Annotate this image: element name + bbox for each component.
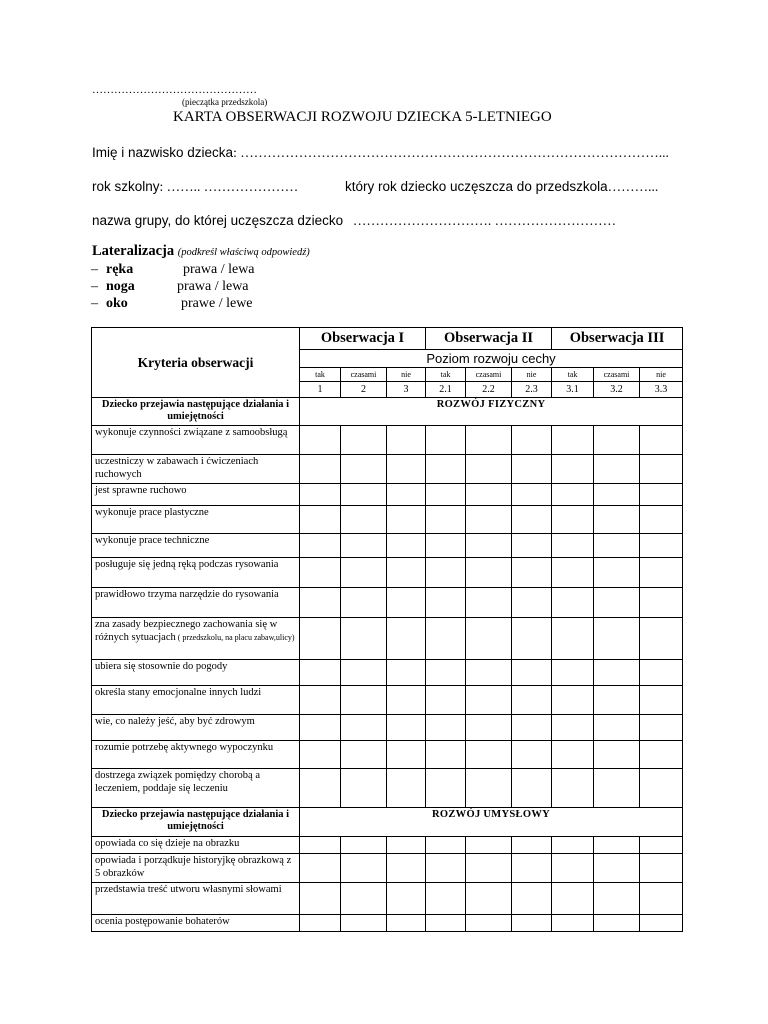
rating-cell[interactable] bbox=[341, 769, 387, 808]
rating-cell[interactable] bbox=[640, 915, 683, 932]
rating-cell[interactable] bbox=[426, 506, 466, 534]
rating-cell[interactable] bbox=[594, 686, 640, 715]
criteria-cell bbox=[92, 426, 300, 455]
dash: – bbox=[91, 262, 98, 277]
criteria-row bbox=[92, 484, 683, 506]
rating-cell[interactable] bbox=[466, 915, 512, 932]
criteria-row bbox=[92, 741, 683, 769]
criteria-row bbox=[92, 588, 683, 618]
criteria-cell bbox=[92, 686, 300, 715]
criteria-text: wie, co należy jeść, aby być zdrowym bbox=[95, 716, 255, 727]
rating-cell[interactable] bbox=[300, 426, 341, 455]
level-number: 2.2 bbox=[466, 382, 512, 398]
level-sublabel: tak bbox=[300, 368, 341, 382]
level-sublabel: tak bbox=[426, 368, 466, 382]
criteria-text: ubiera się stosownie do pogody bbox=[95, 661, 228, 672]
which-year-dots: ………... bbox=[607, 179, 659, 194]
rating-cell[interactable] bbox=[341, 686, 387, 715]
rating-cell[interactable] bbox=[341, 455, 387, 484]
rating-cell[interactable] bbox=[387, 618, 426, 660]
rating-cell[interactable] bbox=[512, 915, 552, 932]
rating-cell[interactable] bbox=[512, 618, 552, 660]
observation-header-1: Obserwacja I bbox=[300, 328, 426, 350]
criteria-row bbox=[92, 769, 683, 808]
rating-cell[interactable] bbox=[387, 854, 426, 883]
rating-cell[interactable] bbox=[466, 686, 512, 715]
rating-cell[interactable] bbox=[594, 715, 640, 741]
criteria-text: rozumie potrzebę aktywnego wypoczynku bbox=[95, 742, 274, 753]
level-number: 3 bbox=[387, 382, 426, 398]
name-label: Imię i nazwisko dziecka bbox=[92, 145, 234, 160]
rating-cell[interactable] bbox=[426, 534, 466, 558]
criteria-cell bbox=[92, 534, 300, 558]
rating-cell[interactable] bbox=[466, 660, 512, 686]
criteria-row bbox=[92, 660, 683, 686]
level-number: 3.1 bbox=[552, 382, 594, 398]
rating-cell[interactable] bbox=[466, 558, 512, 588]
rating-cell[interactable] bbox=[640, 769, 683, 808]
criteria-text: ocenia postępowanie bohaterów bbox=[95, 916, 230, 927]
criteria-text: wykonuje czynności związane z samoobsługą bbox=[95, 427, 288, 438]
rating-cell[interactable] bbox=[640, 837, 683, 854]
criteria-cell bbox=[92, 915, 300, 932]
rating-cell[interactable] bbox=[426, 837, 466, 854]
criteria-cell bbox=[92, 660, 300, 686]
rating-cell[interactable] bbox=[387, 686, 426, 715]
criteria-row bbox=[92, 455, 683, 484]
rating-cell[interactable] bbox=[640, 484, 683, 506]
rating-cell[interactable] bbox=[552, 769, 594, 808]
criteria-row bbox=[92, 558, 683, 588]
rating-cell[interactable] bbox=[512, 769, 552, 808]
lateralization-title: Lateralizacja bbox=[92, 243, 175, 259]
rating-cell[interactable] bbox=[466, 588, 512, 618]
rating-cell[interactable] bbox=[387, 455, 426, 484]
dash: – bbox=[91, 279, 98, 294]
rating-cell[interactable] bbox=[594, 558, 640, 588]
rating-cell[interactable] bbox=[300, 588, 341, 618]
group-label: nazwa grupy, do której uczęszcza dziecko bbox=[92, 213, 344, 228]
rating-cell[interactable] bbox=[300, 915, 341, 932]
rating-cell[interactable] bbox=[640, 558, 683, 588]
criteria-cell bbox=[92, 769, 300, 808]
level-number: 2.1 bbox=[426, 382, 466, 398]
rating-cell[interactable] bbox=[300, 686, 341, 715]
criteria-cell bbox=[92, 854, 300, 883]
rating-cell[interactable] bbox=[300, 715, 341, 741]
rating-cell[interactable] bbox=[552, 660, 594, 686]
group-dots: …………………………. ……………………… bbox=[352, 213, 617, 228]
rating-cell[interactable] bbox=[594, 618, 640, 660]
criteria-cell bbox=[92, 715, 300, 741]
rating-cell[interactable] bbox=[466, 506, 512, 534]
criteria-text: wykonuje prace techniczne bbox=[95, 535, 210, 546]
lateralization-heading bbox=[92, 243, 310, 260]
lateralization-name: oko bbox=[106, 296, 128, 311]
rating-cell[interactable] bbox=[594, 741, 640, 769]
rating-cell[interactable] bbox=[594, 883, 640, 915]
document-title: KARTA OBSERWACJI ROZWOJU DZIECKA 5-LETNIEGO bbox=[173, 109, 552, 125]
rating-cell[interactable] bbox=[300, 854, 341, 883]
level-number: 2 bbox=[341, 382, 387, 398]
criteria-text: przedstawia treść utworu własnymi słowami bbox=[95, 884, 282, 895]
rating-cell[interactable] bbox=[640, 534, 683, 558]
rating-cell[interactable] bbox=[466, 837, 512, 854]
lateralization-note: (podkreśl właściwą odpowiedź) bbox=[177, 247, 310, 258]
criteria-row bbox=[92, 686, 683, 715]
rating-cell[interactable] bbox=[552, 484, 594, 506]
school-year-label: rok szkolny bbox=[92, 179, 160, 194]
rating-cell[interactable] bbox=[552, 741, 594, 769]
level-number: 3.2 bbox=[594, 382, 640, 398]
rating-cell[interactable] bbox=[512, 534, 552, 558]
rating-cell[interactable] bbox=[512, 660, 552, 686]
criteria-cell bbox=[92, 837, 300, 854]
rating-cell[interactable] bbox=[466, 618, 512, 660]
observation-header-3: Obserwacja III bbox=[552, 328, 683, 350]
rating-cell[interactable] bbox=[466, 426, 512, 455]
group-field[interactable] bbox=[92, 213, 616, 229]
rating-cell[interactable] bbox=[387, 769, 426, 808]
criteria-cell bbox=[92, 883, 300, 915]
rating-cell[interactable] bbox=[466, 769, 512, 808]
criteria-text: dostrzega związek pomiędzy chorobą a leczeniem, poddaje się leczeniu bbox=[95, 770, 261, 794]
rating-cell[interactable] bbox=[552, 534, 594, 558]
section-left-header: Dziecko przejawia następujące działania i umiejętności bbox=[92, 398, 300, 426]
rating-cell[interactable] bbox=[387, 484, 426, 506]
rating-cell[interactable] bbox=[466, 854, 512, 883]
rating-cell[interactable] bbox=[640, 506, 683, 534]
criteria-row bbox=[92, 534, 683, 558]
criteria-row bbox=[92, 854, 683, 883]
rating-cell[interactable] bbox=[426, 618, 466, 660]
rating-cell[interactable] bbox=[640, 741, 683, 769]
lateralization-options[interactable]: prawa / lewa bbox=[177, 279, 249, 294]
name-field[interactable] bbox=[92, 145, 669, 161]
rating-cell[interactable] bbox=[512, 558, 552, 588]
rating-cell[interactable] bbox=[341, 588, 387, 618]
criteria-cell bbox=[92, 558, 300, 588]
criteria-header: Kryteria obserwacji bbox=[92, 328, 300, 398]
rating-cell[interactable] bbox=[300, 484, 341, 506]
rating-cell[interactable] bbox=[341, 660, 387, 686]
rating-cell[interactable] bbox=[426, 660, 466, 686]
rating-cell[interactable] bbox=[552, 883, 594, 915]
rating-cell[interactable] bbox=[300, 534, 341, 558]
rating-cell[interactable] bbox=[552, 618, 594, 660]
level-number: 2.3 bbox=[512, 382, 552, 398]
rating-cell[interactable] bbox=[594, 837, 640, 854]
criteria-row bbox=[92, 915, 683, 932]
rating-cell[interactable] bbox=[300, 618, 341, 660]
rating-cell[interactable] bbox=[341, 506, 387, 534]
lateralization-row-eye[interactable] bbox=[91, 296, 291, 314]
rating-cell[interactable] bbox=[300, 506, 341, 534]
section-left-header: Dziecko przejawia następujące działania i umiejętności bbox=[92, 808, 300, 837]
rating-cell[interactable] bbox=[426, 588, 466, 618]
rating-cell[interactable] bbox=[387, 837, 426, 854]
rating-cell[interactable] bbox=[512, 715, 552, 741]
level-sublabel: nie bbox=[640, 368, 683, 382]
rating-cell[interactable] bbox=[426, 558, 466, 588]
rating-cell[interactable] bbox=[512, 686, 552, 715]
level-header: Poziom rozwoju cechy bbox=[300, 350, 683, 368]
rating-cell[interactable] bbox=[426, 455, 466, 484]
rating-cell[interactable] bbox=[552, 455, 594, 484]
rating-cell[interactable] bbox=[594, 660, 640, 686]
rating-cell[interactable] bbox=[426, 854, 466, 883]
rating-cell[interactable] bbox=[341, 618, 387, 660]
level-sublabel: tak bbox=[552, 368, 594, 382]
rating-cell[interactable] bbox=[594, 854, 640, 883]
lateralization-row-hand[interactable] bbox=[91, 262, 291, 280]
rating-cell[interactable] bbox=[341, 484, 387, 506]
rating-cell[interactable] bbox=[387, 741, 426, 769]
rating-cell[interactable] bbox=[552, 426, 594, 455]
rating-cell[interactable] bbox=[552, 558, 594, 588]
criteria-row bbox=[92, 426, 683, 455]
rating-cell[interactable] bbox=[512, 741, 552, 769]
which-year-field[interactable] bbox=[345, 179, 658, 195]
criteria-text: opowiada co się dzieje na obrazku bbox=[95, 838, 240, 849]
rating-cell[interactable] bbox=[552, 854, 594, 883]
rating-cell[interactable] bbox=[387, 426, 426, 455]
observation-table bbox=[91, 327, 683, 932]
rating-cell[interactable] bbox=[512, 837, 552, 854]
rating-cell[interactable] bbox=[300, 769, 341, 808]
level-number: 3.3 bbox=[640, 382, 683, 398]
rating-cell[interactable] bbox=[341, 741, 387, 769]
level-sublabel: czasami bbox=[466, 368, 512, 382]
rating-cell[interactable] bbox=[300, 455, 341, 484]
rating-cell[interactable] bbox=[594, 588, 640, 618]
rating-cell[interactable] bbox=[466, 534, 512, 558]
rating-cell[interactable] bbox=[341, 534, 387, 558]
criteria-cell bbox=[92, 455, 300, 484]
rating-cell[interactable] bbox=[426, 915, 466, 932]
rating-cell[interactable] bbox=[594, 769, 640, 808]
rating-cell[interactable] bbox=[512, 506, 552, 534]
rating-cell[interactable] bbox=[341, 915, 387, 932]
stamp-label: (pieczątka przedszkola) bbox=[182, 97, 268, 107]
level-number: 1 bbox=[300, 382, 341, 398]
rating-cell[interactable] bbox=[466, 883, 512, 915]
rating-cell[interactable] bbox=[512, 588, 552, 618]
rating-cell[interactable] bbox=[387, 558, 426, 588]
rating-cell[interactable] bbox=[300, 883, 341, 915]
rating-cell[interactable] bbox=[426, 686, 466, 715]
rating-cell[interactable] bbox=[426, 883, 466, 915]
rating-cell[interactable] bbox=[594, 426, 640, 455]
rating-cell[interactable] bbox=[640, 618, 683, 660]
rating-cell[interactable] bbox=[466, 741, 512, 769]
rating-cell[interactable] bbox=[426, 426, 466, 455]
section-title: ROZWÓJ FIZYCZNY bbox=[300, 398, 683, 426]
criteria-row bbox=[92, 837, 683, 854]
rating-cell[interactable] bbox=[426, 741, 466, 769]
rating-cell[interactable] bbox=[512, 854, 552, 883]
rating-cell[interactable] bbox=[426, 715, 466, 741]
rating-cell[interactable] bbox=[387, 715, 426, 741]
criteria-note: ( przedszkolu, na placu zabaw,ulicy) bbox=[175, 632, 295, 642]
level-sublabel: nie bbox=[387, 368, 426, 382]
school-year-field[interactable] bbox=[92, 179, 298, 195]
criteria-cell bbox=[92, 484, 300, 506]
criteria-row bbox=[92, 883, 683, 915]
stamp-placeholder-dots: ……………………………………… bbox=[92, 84, 257, 96]
level-sublabel: nie bbox=[512, 368, 552, 382]
rating-cell[interactable] bbox=[466, 455, 512, 484]
rating-cell[interactable] bbox=[552, 837, 594, 854]
criteria-text: określa stany emocjonalne innych ludzi bbox=[95, 687, 262, 698]
rating-cell[interactable] bbox=[426, 769, 466, 808]
criteria-cell bbox=[92, 588, 300, 618]
criteria-row bbox=[92, 618, 683, 660]
level-sublabel: czasami bbox=[594, 368, 640, 382]
rating-cell[interactable] bbox=[341, 837, 387, 854]
rating-cell[interactable] bbox=[341, 854, 387, 883]
lateralization-options[interactable]: prawa / lewa bbox=[183, 262, 255, 277]
rating-cell[interactable] bbox=[300, 660, 341, 686]
name-dots: : …………………………………………………………………………………... bbox=[233, 145, 669, 160]
lateralization-row-leg[interactable] bbox=[91, 279, 291, 297]
criteria-text: posługuje się jedną ręką podczas rysowania bbox=[95, 559, 279, 570]
rating-cell[interactable] bbox=[640, 660, 683, 686]
criteria-text: uczestniczy w zabawach i ćwiczeniach ruchowych bbox=[95, 456, 259, 480]
criteria-text: jest sprawne ruchowo bbox=[95, 485, 187, 496]
rating-cell[interactable] bbox=[640, 686, 683, 715]
rating-cell[interactable] bbox=[552, 588, 594, 618]
lateralization-options[interactable]: prawe / lewe bbox=[181, 296, 253, 311]
rating-cell[interactable] bbox=[387, 883, 426, 915]
criteria-cell bbox=[92, 506, 300, 534]
rating-cell[interactable] bbox=[594, 506, 640, 534]
rating-cell[interactable] bbox=[552, 686, 594, 715]
rating-cell[interactable] bbox=[341, 558, 387, 588]
which-year-label: który rok dziecko uczęszcza do przedszkola bbox=[345, 179, 608, 194]
observation-header-2: Obserwacja II bbox=[426, 328, 552, 350]
rating-cell[interactable] bbox=[512, 883, 552, 915]
rating-cell[interactable] bbox=[594, 534, 640, 558]
criteria-row bbox=[92, 715, 683, 741]
rating-cell[interactable] bbox=[640, 588, 683, 618]
rating-cell[interactable] bbox=[640, 426, 683, 455]
rating-cell[interactable] bbox=[341, 426, 387, 455]
criteria-cell bbox=[92, 618, 300, 660]
level-sublabel: czasami bbox=[341, 368, 387, 382]
criteria-text: zna zasady bezpiecznego zachowania się w różnych sytuacjach bbox=[95, 619, 278, 643]
criteria-row bbox=[92, 506, 683, 534]
rating-cell[interactable] bbox=[640, 854, 683, 883]
rating-cell[interactable] bbox=[640, 883, 683, 915]
rating-cell[interactable] bbox=[387, 506, 426, 534]
rating-cell[interactable] bbox=[300, 837, 341, 854]
rating-cell[interactable] bbox=[300, 741, 341, 769]
rating-cell[interactable] bbox=[466, 484, 512, 506]
rating-cell[interactable] bbox=[552, 715, 594, 741]
rating-cell[interactable] bbox=[387, 534, 426, 558]
lateralization-name: ręka bbox=[106, 262, 134, 277]
section-title: ROZWÓJ UMYSŁOWY bbox=[300, 808, 683, 837]
rating-cell[interactable] bbox=[512, 455, 552, 484]
rating-cell[interactable] bbox=[594, 915, 640, 932]
criteria-text: opowiada i porządkuje historyjkę obrazkową z 5 obrazków bbox=[95, 855, 292, 879]
rating-cell[interactable] bbox=[341, 715, 387, 741]
rating-cell[interactable] bbox=[466, 715, 512, 741]
rating-cell[interactable] bbox=[426, 484, 466, 506]
rating-cell[interactable] bbox=[512, 426, 552, 455]
criteria-cell bbox=[92, 741, 300, 769]
rating-cell[interactable] bbox=[387, 660, 426, 686]
criteria-text: wykonuje prace plastyczne bbox=[95, 507, 209, 518]
rating-cell[interactable] bbox=[594, 484, 640, 506]
rating-cell[interactable] bbox=[300, 558, 341, 588]
dash: – bbox=[91, 296, 98, 311]
rating-cell[interactable] bbox=[387, 915, 426, 932]
criteria-text: prawidłowo trzyma narzędzie do rysowania bbox=[95, 589, 279, 600]
rating-cell[interactable] bbox=[552, 915, 594, 932]
rating-cell[interactable] bbox=[640, 455, 683, 484]
rating-cell[interactable] bbox=[640, 715, 683, 741]
rating-cell[interactable] bbox=[594, 455, 640, 484]
lateralization-name: noga bbox=[106, 279, 135, 294]
rating-cell[interactable] bbox=[387, 588, 426, 618]
rating-cell[interactable] bbox=[552, 506, 594, 534]
rating-cell[interactable] bbox=[512, 484, 552, 506]
rating-cell[interactable] bbox=[341, 883, 387, 915]
school-year-dots: : …….. ………………… bbox=[159, 179, 299, 194]
